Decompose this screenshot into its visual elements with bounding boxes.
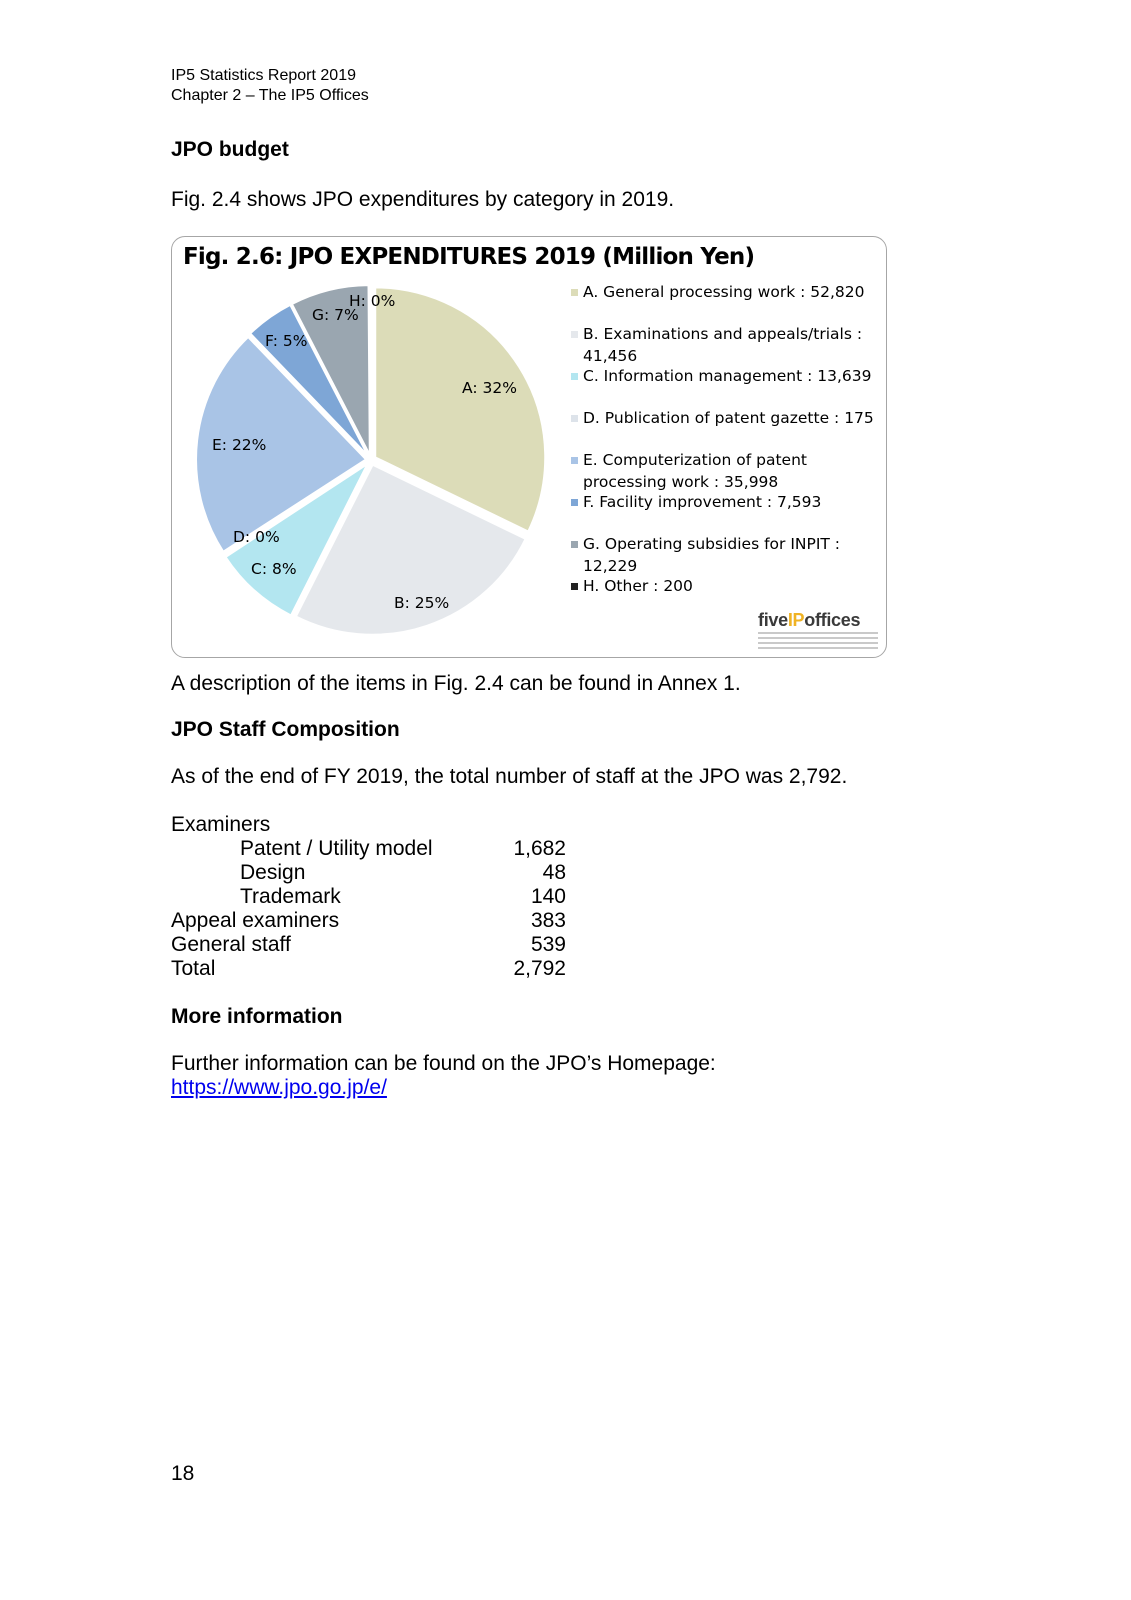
legend-swatch	[571, 499, 578, 506]
pie-label-d: D: 0%	[233, 528, 280, 546]
legend-swatch	[571, 289, 578, 296]
pie-label-h: H: 0%	[349, 292, 396, 310]
pie-label-f: F: 5%	[265, 332, 308, 350]
pie-label-b: B: 25%	[394, 594, 450, 612]
legend-swatch	[571, 331, 578, 338]
fiveipoffices-logo: fiveIPoffices	[758, 610, 861, 630]
more-info-text: Further information can be found on the JPO’s Homepage:	[171, 1052, 716, 1075]
jpo-homepage-link[interactable]: https://www.jpo.go.jp/e/	[171, 1076, 387, 1099]
legend-label: H. Other : 200	[583, 577, 693, 595]
staff-row-label: Total	[171, 957, 216, 980]
examiners-label: Examiners	[171, 813, 271, 836]
staff-row-value: 48	[542, 861, 566, 884]
legend-swatch	[571, 457, 578, 464]
pie-label-c: C: 8%	[251, 560, 297, 578]
staff-row-value: 2,792	[513, 957, 566, 980]
legend-label: A. General processing work : 52,820	[583, 283, 865, 301]
pie-label-a: A: 32%	[462, 379, 517, 397]
budget-heading: JPO budget	[171, 138, 289, 161]
budget-intro: Fig. 2.4 shows JPO expenditures by category in 2019.	[171, 188, 675, 211]
annex-note: A description of the items in Fig. 2.4 can be found in Annex 1.	[171, 672, 741, 695]
pie-label-e: E: 22%	[212, 436, 267, 454]
legend-swatch	[571, 415, 578, 422]
pie-slice-h	[370, 285, 371, 455]
staff-row-label: Trademark	[240, 885, 341, 908]
staff-row-label: Design	[240, 861, 306, 884]
pie-label-g: G: 7%	[312, 306, 359, 324]
legend-label: E. Computerization of patent processing work : 35,998	[583, 451, 807, 491]
staff-row-label: Patent / Utility model	[240, 837, 433, 860]
staff-heading: JPO Staff Composition	[171, 718, 400, 741]
legend-label: D. Publication of patent gazette : 175	[583, 409, 874, 427]
legend-label: C. Information management : 13,639	[583, 367, 872, 385]
staff-row-value: 383	[530, 909, 566, 932]
legend-swatch	[571, 583, 578, 590]
staff-intro: As of the end of FY 2019, the total number of staff at the JPO was 2,792.	[171, 765, 848, 788]
more-info-heading: More information	[171, 1005, 343, 1028]
staff-row-value: 539	[530, 933, 566, 956]
chapter-title: Chapter 2 – The IP5 Offices	[171, 87, 369, 104]
logo-caption-lines	[758, 632, 878, 652]
legend-label: B. Examinations and appeals/trials : 41,456	[583, 325, 863, 365]
legend-swatch	[571, 373, 578, 380]
page-number: 18	[171, 1462, 195, 1485]
legend-label: F. Facility improvement : 7,593	[583, 493, 822, 511]
staff-row-value: 140	[530, 885, 566, 908]
legend-swatch	[571, 541, 578, 548]
report-title: IP5 Statistics Report 2019	[171, 67, 356, 84]
chart-title: Fig. 2.6: JPO EXPENDITURES 2019 (Million Yen)	[183, 244, 755, 270]
staff-row-label: Appeal examiners	[171, 909, 340, 932]
staff-row-label: General staff	[171, 933, 291, 956]
staff-row-value: 1,682	[513, 837, 566, 860]
legend-label: G. Operating subsidies for INPIT : 12,229	[583, 535, 841, 575]
